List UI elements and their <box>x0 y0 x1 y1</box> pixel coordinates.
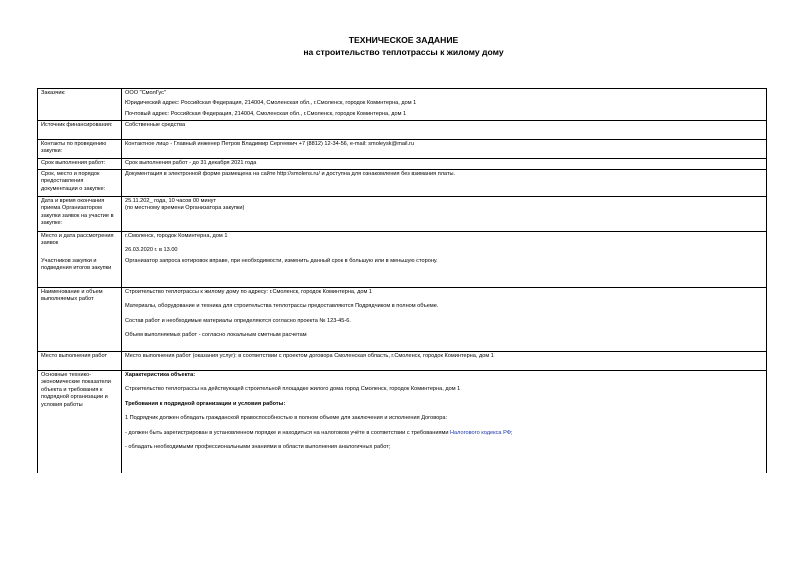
table-row <box>38 121 767 140</box>
row-label: Контакты по проведению закупки: <box>38 140 122 159</box>
row-value: Срок выполнения работ - до 31 декабря 2021 года <box>122 159 767 170</box>
table-row <box>38 197 767 232</box>
row-label: Наименование и объем выполняемых работ <box>38 288 122 352</box>
row-label: Основные технико-экономические показатели объекта и требования к подрядной организации и условия работы <box>38 371 122 473</box>
table-row <box>38 170 767 197</box>
scope-paragraph: Строительство теплотрассы к жилому дому по адресу: г.Смоленск, городок Коминтерна, дом 1 <box>125 289 373 295</box>
bids-deadline: 25.11.202_ года, 10 часов 00 минут <box>125 198 217 204</box>
document-title <box>0 35 807 58</box>
table-row <box>38 89 767 121</box>
table-row <box>38 140 767 159</box>
customer-postal-address: Почтовый адрес: Российская Федерация, 214004, Смоленская обл., г.Смоленск, городок Коминтерна, дом 1 <box>125 110 407 117</box>
table-row <box>38 352 767 371</box>
table-row <box>38 159 767 170</box>
scope-paragraph: Объем выполняемых работ - согласно локальным сметным расчетам <box>125 332 307 339</box>
row-label: Заказчик: <box>38 89 122 121</box>
title-line-1: ТЕХНИЧЕСКОЕ ЗАДАНИЕ <box>348 35 459 45</box>
specification-table <box>37 88 767 473</box>
row-label: Дата и время окончания приема Организатором закупки заявок на участие в закупке: <box>38 197 122 232</box>
row-label <box>38 232 122 288</box>
tax-code-link[interactable]: Налогового кодекса РФ <box>450 429 512 436</box>
tech-paragraph <box>125 430 763 437</box>
customer-legal-address: Юридический адрес: Российская Федерация, 214004, Смоленская обл., г.Смоленск, городок Коминтерна, дом 1 <box>125 100 417 107</box>
tech-paragraph: - обладать необходимыми профессиональными знаниями в области выполнения аналогичных работ; <box>125 444 391 451</box>
results-label: Участников закупки и подведения итогов закупки <box>41 257 112 272</box>
row-value: Документация в электронной форме размещена на сайте http://smolens.ru/ и доступна для ознакомления без взимания платы. <box>122 170 767 197</box>
row-value: Собственные средства <box>122 121 767 140</box>
customer-name: ООО "СмолГус" <box>125 90 166 96</box>
row-label: Источник финансирования: <box>38 121 122 140</box>
tech-paragraph: Строительство теплотрассы на действующей строительной площадке жилого дома город Смоленск, городок Коминтерна, дом 1 <box>125 386 461 393</box>
row-value <box>122 197 767 232</box>
section-heading: Характеристика объекта: <box>125 372 196 378</box>
row-label: Место выполнения работ <box>38 352 122 371</box>
section-heading: Требования к подрядной организации и условия работы: <box>125 400 286 407</box>
row-label: Срок выполнения работ: <box>38 159 122 170</box>
row-value: Контактное лицо - Главный инженер Петров Владимир Сергеевич +7 (8812) 12-34-56, e-mail: smoleysk@mail.ru <box>122 140 767 159</box>
row-value: Место выполнения работ (оказания услуг): в соответствии с проектом договора Смоленская область, г.Смоленск, городок Коминтерна, дом 1 <box>122 352 767 371</box>
row-value <box>122 232 767 288</box>
row-label: Срок, место и порядок предоставления документации о закупке: <box>38 170 122 197</box>
review-note: Организатор запроса котировок вправе, при необходимости, изменить данный срок в большую или в меньшую сторону. <box>125 257 438 264</box>
scope-paragraph: Состав работ и необходимые материалы определяются согласно проекта № 123-45-6. <box>125 317 351 324</box>
title-line-2: на строительство теплотрассы к жилому дому <box>303 46 504 57</box>
table-row <box>38 232 767 288</box>
table-row <box>38 288 767 352</box>
review-date: 26.03.2020 г. в 13.00 <box>125 247 178 254</box>
tech-text: ; <box>511 429 513 436</box>
review-label: Место и дата рассмотрения заявок <box>41 233 114 247</box>
tech-paragraph: 1 Подрядчик должен обладать гражданской правоспособностью в полном объеме для заключения и исполнения Договора: <box>125 415 447 422</box>
row-value <box>122 371 767 473</box>
row-value <box>122 89 767 121</box>
bids-timezone-note: (по местному времени Организатора закупки) <box>125 205 245 212</box>
row-value <box>122 288 767 352</box>
review-place: г.Смоленск, городок Коминтерна, дом 1 <box>125 233 228 239</box>
tech-text: - должен быть зарегистрирован в установленном порядке и находиться на налоговом учёте в соответствии с требованиями <box>125 429 451 436</box>
scope-paragraph: Материалы, оборудование и техника для строительства теплотрассы предоставляются Подрядчиком в полном объеме. <box>125 303 439 310</box>
table-row <box>38 371 767 473</box>
